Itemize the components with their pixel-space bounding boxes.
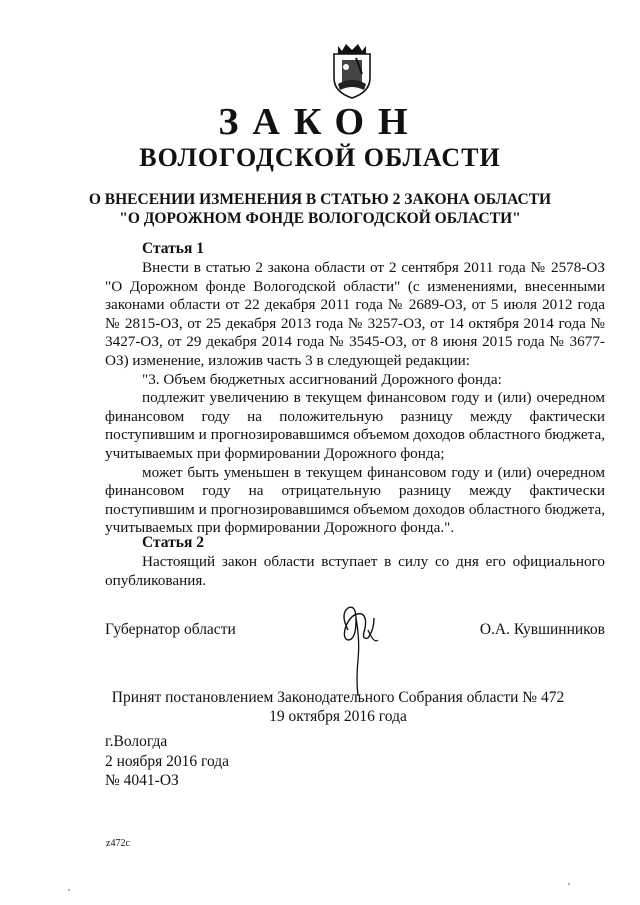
- article-2-heading: Статья 2: [142, 534, 204, 551]
- article-1-body: [105, 259, 605, 538]
- article-1-intro: Внести в статью 2 закона области от 2 сентября 2011 года № 2578-ОЗ "О Дорожном фонде Вологодской области" (с изменениями, внесенными законами области от 22 декабря 2011 года № 2689-ОЗ, от 5 июля 2012 года № 2815-ОЗ, от 25 декабря 2013 года № 3257-ОЗ, от 14 октября 2014 года № 3427-ОЗ, от 29 декабря 2014 года № 3545-ОЗ, от 8 июня 2015 года № 3677-ОЗ) изменение, изложив часть 3 в следующей редакции:: [105, 259, 605, 369]
- law-number: № 4041-ОЗ: [105, 772, 179, 789]
- signing-date: 2 ноября 2016 года: [105, 752, 230, 770]
- signatory-position: Губернатор области: [105, 621, 236, 638]
- document-type-title: ЗАКОН: [218, 101, 422, 143]
- scan-speck: [568, 883, 570, 885]
- signatory-name: О.А. Кувшинников: [479, 621, 605, 638]
- article-1-decrease-clause: может быть уменьшен в текущем финансовом году и (или) очередном финансовом году на отрицательную разницу между фактически поступившим и прогнозировавшимся объемом доходов областного бюджета, учитываемых при формировании Дорожного фонда.".: [105, 463, 605, 537]
- adoption-note: [0, 688, 640, 726]
- coat-of-arms-icon: [328, 40, 376, 100]
- city: г.Вологда: [105, 733, 168, 750]
- article-1-increase-clause: подлежит увеличению в текущем финансовом году и (или) очередном финансовом году на положительную разницу между фактически поступившим и прогнозировавшимся объемом доходов областного бюджета, учитываемых при формировании Дорожного фонда;: [105, 389, 605, 462]
- adoption-line-1: Принят постановлением Законодательного Собрания области № 472: [111, 689, 565, 706]
- adoption-line-2: 19 октября 2016 года: [269, 708, 407, 725]
- article-2-body: [105, 553, 605, 590]
- subtitle-line-1: О ВНЕСЕНИИ ИЗМЕНЕНИЯ В СТАТЬЮ 2 ЗАКОНА ОБЛАСТИ: [88, 191, 552, 208]
- handwritten-signature: [334, 600, 384, 700]
- article-1-point-3: "3. Объем бюджетных ассигнований Дорожного фонда:: [142, 370, 502, 388]
- law-subtitle: [0, 190, 640, 228]
- region-title: ВОЛОГОДСКОЙ ОБЛАСТИ: [139, 143, 501, 172]
- scan-speck: [68, 889, 70, 891]
- article-1-heading: Статья 1: [142, 240, 204, 257]
- place-date-number: [105, 732, 229, 791]
- subtitle-line-2: "О ДОРОЖНОМ ФОНДЕ ВОЛОГОДСКОЙ ОБЛАСТИ": [119, 210, 521, 227]
- footer-code: z472c: [106, 838, 130, 849]
- article-2-text: Настоящий закон области вступает в силу со дня его официального опубликования.: [105, 553, 605, 589]
